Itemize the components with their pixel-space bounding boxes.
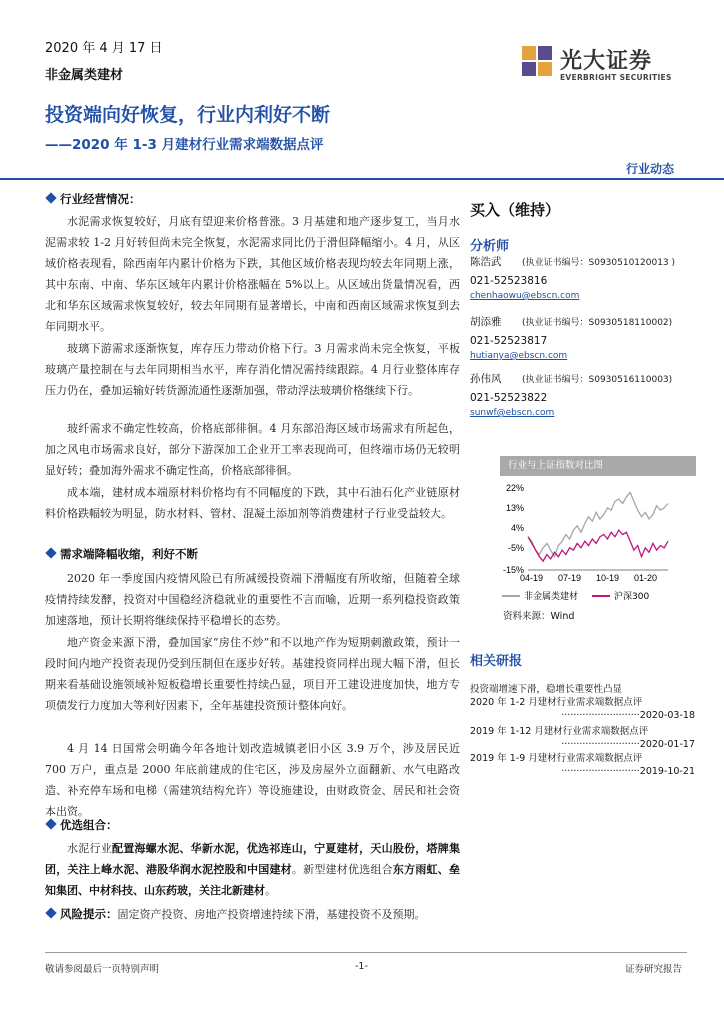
chart-source: 资料来源：Wind [503, 611, 575, 622]
paragraph-picks: 水泥行业配置海螺水泥、华新水泥，优选祁连山，宁夏建材，天山股份，塔牌集团，关注上峰水泥、港股华润水泥控股和中国建材。新型建材优选组合东方雨虹、垒知集团、中材科技、山东药玻，关注北新建材。 [45, 842, 461, 897]
bullet-diamond-icon [45, 818, 56, 829]
section-heading: 需求端降幅收缩，利好不断 [45, 546, 198, 562]
report-date: 2020 年 4 月 17 日 [45, 41, 163, 56]
footer-disclaimer: 敬请参阅最后一页特别声明 [45, 964, 160, 975]
related-report[interactable]: 2019 年 1-9 月建材行业需求端数据点评 ··························2019-10-21 [470, 753, 695, 777]
y-tick-label: 13% [505, 502, 524, 513]
paragraph-cost: 成本端，建材成本端原材料价格均有不同幅度的下跌，其中石油石化产业链原材料价格跌幅较为明显，防水材料、管材、混凝土添加剂等消费建材子行业受益较大。 [45, 486, 460, 520]
x-tick-label: 04-19 [520, 573, 544, 583]
paragraph-demand: 2020 年一季度国内疫情风险已有所减缓投资端下滑幅度有所收缩，但随着全球疫情持续发酵，投资对中国稳经济稳就业的重要性不言而喻，近期一系列稳投资政策加速落地，预计长期将继续保持平稳增长的态势。 [45, 572, 460, 627]
footer-report-type: 证券研究报告 [625, 964, 683, 975]
chart-title: 行业与上证指数对比图 [500, 456, 696, 476]
section-heading: 行业经营情况： [45, 191, 141, 207]
y-tick-label: 22% [505, 483, 524, 493]
analysts-heading: 分析师 [470, 239, 510, 254]
paragraph-risk: 风险提示：固定资产投资、房地产投资增速持续下滑，基建投资不及预期。 [45, 904, 460, 925]
footer-divider [45, 952, 687, 953]
everbright-logo-icon [518, 42, 554, 82]
page-number: -1- [355, 961, 368, 972]
logo-text: 光大证券 [560, 48, 653, 74]
related-heading: 相关研报 [470, 654, 523, 669]
sector-name: 非金属类建材 [45, 68, 124, 83]
related-report[interactable]: 投资端增速下滑，稳增长重要性凸显 2020 年 1-2 月建材行业需求端数据点评 ··························2020-03-18 [470, 684, 695, 721]
analyst-block: 孙伟风 (执业证书编号：S0930516110003) 021-52523822 sunwf@ebscn.com [470, 372, 672, 421]
bullet-diamond-icon [45, 907, 56, 918]
x-tick-label: 07-19 [558, 573, 582, 583]
legend-label: 非金属类建材 [524, 592, 579, 602]
series-line-2 [528, 530, 668, 561]
header-divider [0, 178, 724, 180]
analyst-block: 陈浩武 (执业证书编号：S0930510120013 ) 021-52523816 chenhaowu@ebscn.com [470, 255, 675, 304]
analyst-email-link[interactable]: hutianya@ebscn.com [470, 351, 568, 361]
comparison-chart [490, 478, 690, 608]
bullet-diamond-icon [45, 192, 56, 203]
y-tick-label: -15% [502, 565, 524, 575]
analyst-email-link[interactable]: sunwf@ebscn.com [470, 408, 555, 418]
logo-english: EVERBRIGHT SECURITIES [560, 73, 672, 82]
paragraph-cement: 水泥需求恢复较好，月底有望迎来价格普涨。3 月基建和地产逐步复工，当月水泥需求较 1-2 月好转但尚未完全恢复，水泥需求同比仍于滑但降幅缩小。4 月，从区域价格表现看，除西南年内累计价格为下跌，其他区域价格表现均较去年同期上涨，其中东南、中南、华东区域年内累计价格涨幅在 5%以上。从区域出货量情况看，西北和华东区域需求恢复较好，较去年同期有显著增长，中南和西南区域需求恢复到去年同期水平。 [45, 215, 460, 333]
report-subtitle: ——2020 年 1-3 月建材行业需求端数据点评 [45, 137, 324, 153]
rating: 买入（维持） [470, 201, 561, 219]
related-report[interactable]: 2019 年 1-12 月建材行业需求端数据点评 ··························2020-01-17 [470, 726, 695, 750]
legend-label: 沪深300 [614, 592, 650, 602]
analyst-email-link[interactable]: chenhaowu@ebscn.com [470, 291, 580, 301]
paragraph-fiberglass: 玻纤需求不确定性较高，价格底部徘徊。4 月东部沿海区域市场需求有所起色，加之风电市场需求良好，部分下游深加工企业开工率表现尚可，但终端市场仍无较明显好转；叠加海外需求不确定性高，价格底部徘徊。 [45, 422, 460, 477]
series-line-1 [528, 492, 668, 556]
report-type-tag: 行业动态 [626, 162, 675, 176]
paragraph-renovation: 4 月 14 日国常会明确今年各地计划改造城镇老旧小区 3.9 万个，涉及居民近 700 万户，重点是 2000 年底前建成的住宅区，涉及房屋外立面翻新、水气电路改造、补充停车场和电梯（需建筑结构允许）等设施建设，由财政资金、居民和社会资本出资。 [45, 742, 460, 818]
report-title: 投资端向好恢复，行业内利好不断 [45, 104, 331, 126]
x-tick-label: 01-20 [634, 573, 658, 583]
paragraph-glass: 玻璃下游需求逐渐恢复，库存压力带动价格下行。3 月需求尚未完全恢复，平板玻璃产量控制在与去年同期相当水平，库存消化情况需持续跟踪。4 月行业整体库存压力仍在，叠加运输好转货源流通性逐渐加强，带动浮法玻璃价格继续下行。 [45, 342, 460, 397]
y-tick-label: 4% [510, 522, 524, 533]
section-heading: 优选组合： [45, 817, 118, 833]
analyst-block: 胡添雅 (执业证书编号：S0930518110002) 021-52523817 hutianya@ebscn.com [470, 315, 672, 364]
paragraph-property: 地产资金来源下滑，叠加国家“房住不炒”和不以地产作为短期刺激政策，预计一段时间内地产投资表现仍受到压制但在逐步好转。基建投资同样出现大幅下滑，但长期来看基础设施领域补短板稳增长重要性持续凸显，项目开工建设进度加快，地方专项债发行力度加大等利好因素下，全年基建投资预计整体向好。 [45, 636, 460, 712]
bullet-diamond-icon [45, 547, 56, 558]
y-tick-label: -5% [507, 542, 524, 553]
x-tick-label: 10-19 [596, 573, 620, 583]
